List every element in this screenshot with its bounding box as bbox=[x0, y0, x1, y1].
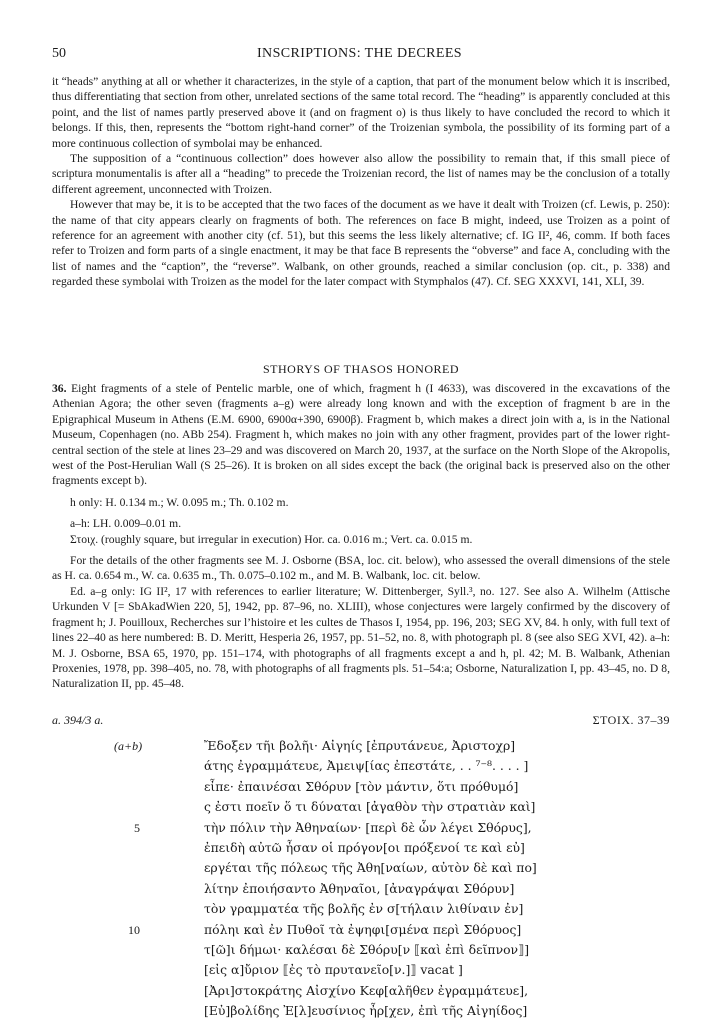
entry-36 bbox=[52, 381, 670, 692]
entry-description-text: Eight fragments of a stele of Pentelic marble, one of which, fragment h (I 4633), was discovered in the excavations of the Athenian Agora; the other seven (fragments a–g) were already long known and with the exception of fragment b are in the Epigraphical Museum in Athens (E.M. 6900, 6900α+390, 6900β). Fragment b, which makes a direct join with a, is in the National Museum, Copenhagen (no. ABb 254). Fragment h, which makes no join with any other fragment, provides part of the lower right-central section of the stele at lines 23–29 and was discovered on March 20, 1937, at the surface on the North Slope of the Akropolis, west of the Post-Herulian Wall (S 25–26). It is broken on all sides except the back (the original back is preserved also on the other fragments except b). bbox=[52, 382, 670, 488]
editions-paragraph: Ed. a–g only: IG II², 17 with references to earlier literature; W. Dittenberger, Syll.³, no. 127. See also A. Wilhelm (Attische Urkunden V [= SbAkadWien 220, 5], 1942, pp. 87–96, no. XLIII), whose conjectures were largely confirmed by the discovery of fragment h; J. Pouilloux, Recherches sur l’histoire et les cultes de Thasos I, 1954, pp. 196, 203; SEG XV, 84. h only, with full text of lines 22–40 as here numbered: B. D. Meritt, Hesperia 26, 1957, pp. 51–52, no. 8, with photograph pl. 8 (see also SEG XVI, 42). a–h: M. J. Osborne, BSA 65, 1970, pp. 151–174, with photographs of all fragments except a and h, pl. 42; M. B. Walbank, Athenian Proxenies, 1978, pp. 398–405, no. 78, with photographs of all fragments pls. 51–54:a; Osborne, Naturalization I, pp. 43–45, no. D 8, Naturalization II, pp. 45–48. bbox=[52, 584, 670, 691]
inscription-line bbox=[150, 858, 570, 878]
inscription-line bbox=[150, 777, 570, 797]
stoichedon-spacing: Στοιχ. (roughly square, but irregular in execution) Hor. ca. 0.016 m.; Vert. ca. 0.015 m. bbox=[70, 532, 473, 546]
line-number: 5 bbox=[134, 820, 140, 835]
greek-text: πόληι καὶ ἐν Πυθοῖ τὰ ἐψηφι[σμένα περὶ Σθόρυος] bbox=[204, 921, 522, 937]
intro-paragraph-2: The supposition of a “continuous collection” does however also allow the possibility to remain that, if this small piece of scriptura monumentalis is after all a “heading” to precede the Troizenian record, the list of names may be the conclusion of a totally different agreement, unconnected with Troizen. bbox=[52, 152, 670, 196]
inscription-line bbox=[150, 756, 570, 776]
inscription-line bbox=[150, 899, 570, 919]
details-paragraph: For the details of the other fragments see M. J. Osborne (BSA, loc. cit. below), who assessed the overall dimensions of the stele as H. ca. 0.654 m., W. ca. 0.635 m., Th. 0.075–0.102 m., and M. B. Walbank, loc. cit. below. bbox=[52, 554, 670, 583]
text-date: a. 394/3 a. bbox=[52, 713, 104, 727]
inscription-line bbox=[150, 940, 570, 960]
page-number: 50 bbox=[52, 46, 66, 61]
stoichedon-range: ΣΤΟΙΧ. 37–39 bbox=[592, 713, 670, 727]
greek-text: τὴν πόλιν τὴν Ἀθηναίων· [περὶ δὲ ὧν λέγει Σθόρυς], bbox=[204, 819, 532, 835]
section-title: STHORYS OF THASOS HONORED bbox=[263, 362, 459, 376]
entry-description bbox=[52, 381, 670, 489]
greek-text: [Ἀρι]στοκράτης Αἰσχίνο Κεφ[αλῆθεν ἐγραμμάτευε], bbox=[204, 982, 529, 998]
inscription-line bbox=[150, 797, 570, 817]
intro-paragraph-3: However that may be, it is to be accepted that the two faces of the document as we have it dealt with Troizen (cf. Lewis, p. 250): the name of that city appears clearly on fragments of both. The references on face B might, indeed, use Troizen as a point of reference for an agreement with another city (cf. 51), but this seems the less likely alternative; cf. IG II², 46, comm. If both faces refer to Troizen and form parts of a single enactment, it may be that face B represents the “obverse” and face A, concluding with the list of names and the “caption”, the “reverse”. Walbank, on other grounds, reached a similar conclusion (op. cit., p. 338) and regarded these symbolai with Troizen as the model for the later compact with Stymphalos (47). Cf. SEG XXXVI, 141, XLI, 39. bbox=[52, 198, 670, 289]
inscription-line bbox=[150, 1001, 570, 1021]
greek-text: ς ἐστι ποεῖν ὅ τι δύναται [ἀγαθὸν τὴν στρατιὰν καὶ] bbox=[204, 799, 536, 815]
fragment-label: (a+b) bbox=[114, 739, 143, 753]
page-header bbox=[52, 46, 667, 64]
line-number: 10 bbox=[128, 922, 140, 937]
greek-text: τ[ῶ]ι δήμωι· καλέσαι δὲ Σθόρυ[ν ⟦καὶ ἐπὶ δεῖπνον⟧] bbox=[204, 941, 530, 957]
inscription-line bbox=[150, 981, 570, 1001]
intro-commentary bbox=[52, 74, 670, 290]
greek-text: ἐπειδὴ αὐτῶ ἦσαν οἱ πρόγον[οι πρόξενοί τε καὶ εὐ] bbox=[204, 839, 525, 855]
inscription-line bbox=[128, 920, 570, 940]
inscription-line bbox=[150, 879, 570, 899]
inscription-line bbox=[134, 818, 570, 838]
greek-text: λίτην ἐποιήσαντο Ἀθηναῖοι, [ἀναγράψαι Σθόρυν] bbox=[204, 880, 515, 896]
greek-text: [εἰς α]ὔριον ⟦ἐς τὸ πρυτανεῖο[ν.]⟧ vacat ] bbox=[204, 962, 463, 978]
letter-height: a–h: LH. 0.009–0.01 m. bbox=[70, 517, 182, 531]
greek-text: Ἔδοξεν τῆι βολῆι· Αἰγηίς [ἐπρυτάνευε, Ἀριστοχρ] bbox=[204, 738, 516, 753]
inscription-line bbox=[150, 838, 570, 858]
running-head: INSCRIPTIONS: THE DECREES bbox=[257, 46, 462, 61]
greek-text: εργέται τῆς πόλεως τῆς Ἀθη[ναίων, αὐτὸν δὲ καὶ πο] bbox=[204, 860, 537, 876]
greek-text: άτης ἐγραμμάτευε, Ἀμειψ[ίας ἐπεστάτε, . . ⁷⁻⁸. . . . ] bbox=[204, 758, 529, 774]
text-heading bbox=[52, 713, 670, 731]
inscription-line bbox=[150, 960, 570, 980]
entry-number: 36. bbox=[52, 382, 67, 395]
greek-text: εἶπε· ἐπαινέσαι Σθόρυν [τὸν μάντιν, ὅτι πρόθυμό] bbox=[204, 778, 519, 794]
dimensions-h: h only: H. 0.134 m.; W. 0.095 m.; Th. 0.102 m. bbox=[70, 495, 289, 509]
greek-text: τὸν γραμματέα τῆς βολῆς ἐν σ[τήλαιν λιθίναιν ἐν] bbox=[204, 901, 524, 917]
intro-paragraph-1: it “heads” anything at all or whether it characterizes, in the style of a caption, that part of the monument below which it is inscribed, thus differentiating that section from other, unrelated sections of the same total record. The “heading” is apparently concluded at this point, and the list of names partly preserved above it (and on fragment o) is thus likely to have concluded the record to which it belongs. If this, then, represents the “bottom right-hand corner” of the Troizenian symbola, the possibility of its forming part of a more continuous collection of symbolai may be enhanced. bbox=[52, 75, 670, 150]
greek-text: [Εὐ]βολίδης Ἐ[λ]ευσίνιος ἦρ[χεν, ἐπὶ τῆς Αἰγηίδος] bbox=[204, 1003, 528, 1019]
inscription-line bbox=[150, 736, 570, 756]
